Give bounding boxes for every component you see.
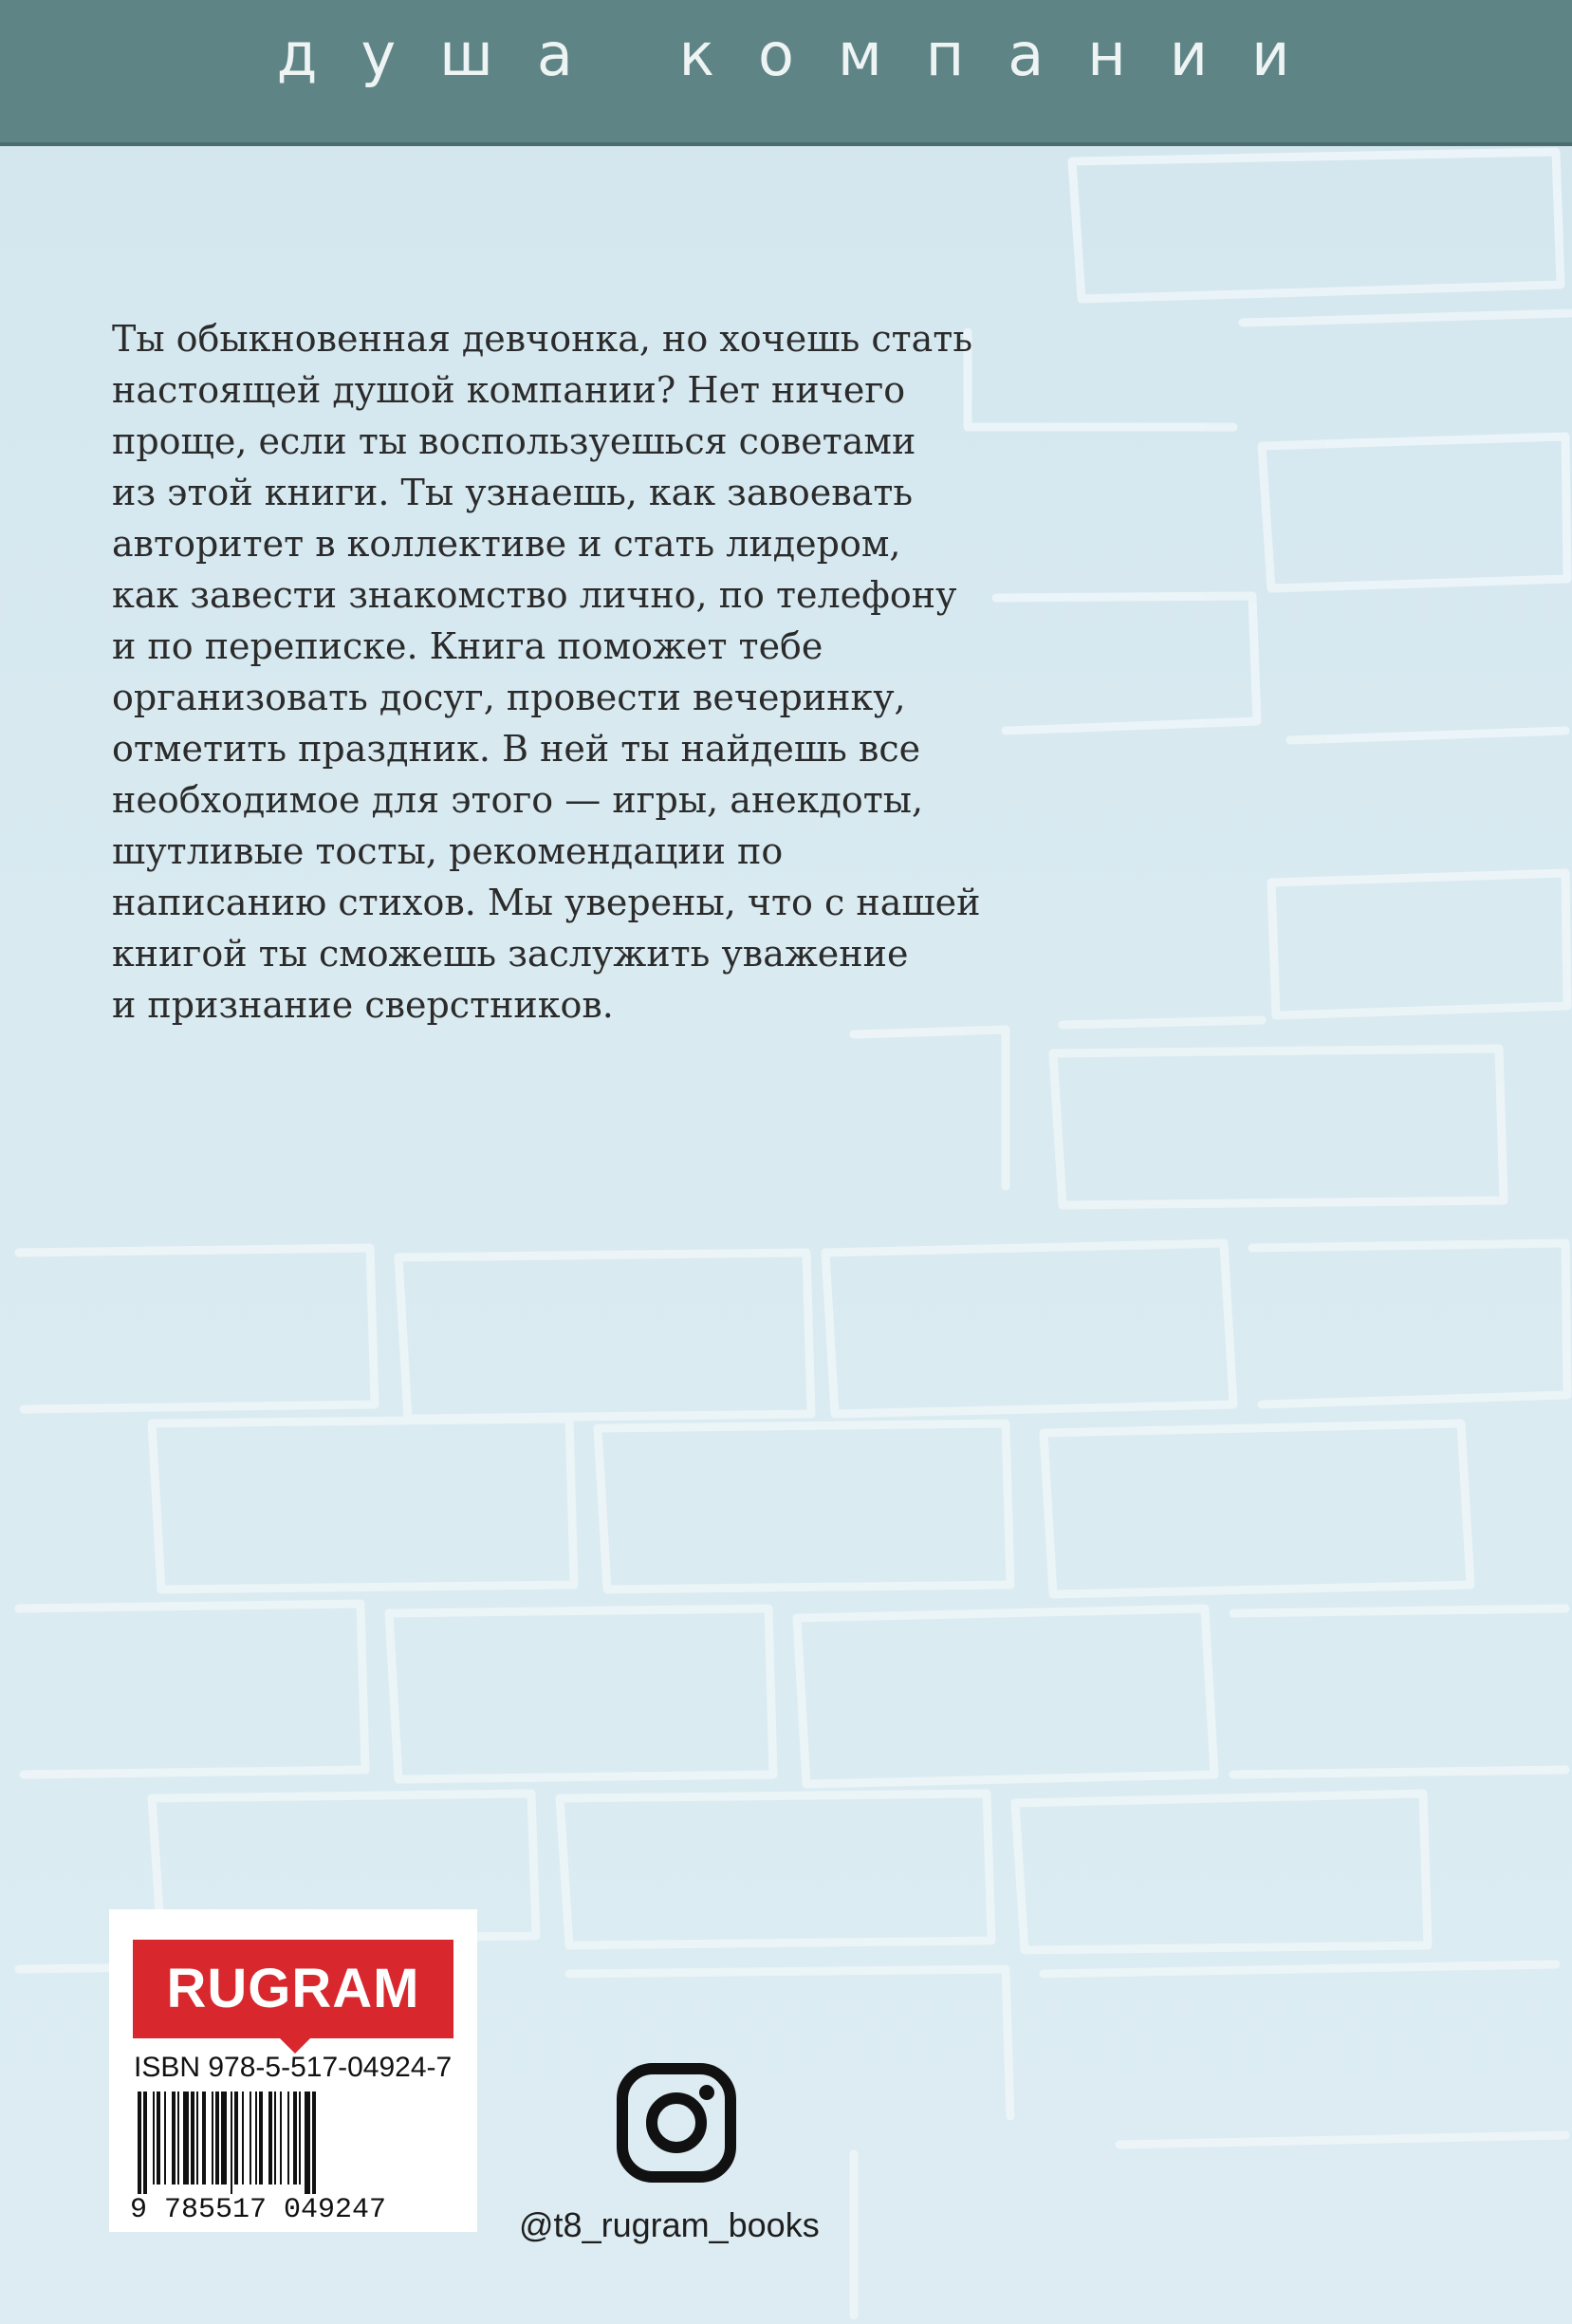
description-line: и признание сверстников. — [112, 984, 614, 1026]
description-line: как завести знакомство лично, по телефону — [112, 574, 957, 616]
description-line: настоящей душой компании? Нет ничего — [112, 369, 906, 411]
barcode-bar — [287, 2092, 289, 2185]
description-line: Ты обыкновенная девчонка, но хочешь стать — [112, 318, 973, 360]
barcode-bar — [157, 2092, 160, 2185]
barcode-bar — [312, 2092, 316, 2194]
barcode-bar — [138, 2092, 141, 2194]
description-line: необходимое для этого — игры, анекдоты, — [112, 779, 924, 821]
barcode-bar — [280, 2092, 282, 2185]
book-description — [112, 313, 981, 1031]
description-line: шутливые тосты, рекомендации по — [112, 830, 784, 872]
barcode-bar — [293, 2092, 297, 2185]
barcode-bar — [250, 2092, 251, 2185]
description-line: из этой книги. Ты узнаешь, как завоевать — [112, 472, 914, 513]
barcode-bar — [305, 2092, 310, 2194]
publisher-logo — [133, 1940, 453, 2038]
barcode-bar — [259, 2092, 263, 2185]
barcode-bar — [153, 2092, 155, 2185]
barcode-bar — [274, 2092, 276, 2185]
isbn-number: ISBN 978-5-517-04924-7 — [134, 2052, 453, 2083]
series-header-band — [0, 0, 1572, 146]
series-title: душа компании — [276, 20, 1334, 89]
description-line: книгой ты сможешь заслужить уважение — [112, 933, 909, 975]
barcode-bar — [164, 2092, 166, 2185]
barcode-bar — [242, 2092, 244, 2185]
barcode-bar — [234, 2092, 238, 2185]
barcode-bar — [143, 2092, 147, 2194]
barcode-bar — [191, 2092, 194, 2185]
barcode-bar — [196, 2092, 198, 2185]
barcode-bar — [221, 2092, 227, 2185]
publisher-logo-text: RUGRAM — [166, 1958, 420, 2019]
barcode-bar — [212, 2092, 213, 2185]
description-line: отметить праздник. В ней ты найдешь все — [112, 728, 921, 770]
barcode-digits: 9 785517 049247 — [130, 2194, 387, 2226]
barcode-bar — [177, 2092, 179, 2185]
instagram-handle: @t8_rugram_books — [519, 2205, 820, 2244]
description-line: авторитет в коллективе и стать лидером, — [112, 523, 901, 565]
barcode — [134, 2092, 456, 2194]
description-line: организовать досуг, провести вечеринку, — [112, 677, 906, 718]
barcode-bar — [215, 2092, 219, 2185]
description-line: проще, если ты воспользуешься советами — [112, 420, 916, 462]
instagram-icon — [615, 2061, 738, 2185]
barcode-bar — [231, 2092, 232, 2194]
barcode-bar — [183, 2092, 189, 2185]
description-line: и по переписке. Книга поможет тебе — [112, 625, 823, 667]
barcode-bar — [268, 2092, 272, 2185]
barcode-bar — [172, 2092, 176, 2185]
barcode-bar — [255, 2092, 257, 2185]
barcode-bar — [299, 2092, 301, 2185]
description-line: написанию стихов. Мы уверены, что с нашей — [112, 882, 981, 923]
barcode-bar — [202, 2092, 206, 2185]
isbn-barcode-panel — [109, 1909, 477, 2232]
